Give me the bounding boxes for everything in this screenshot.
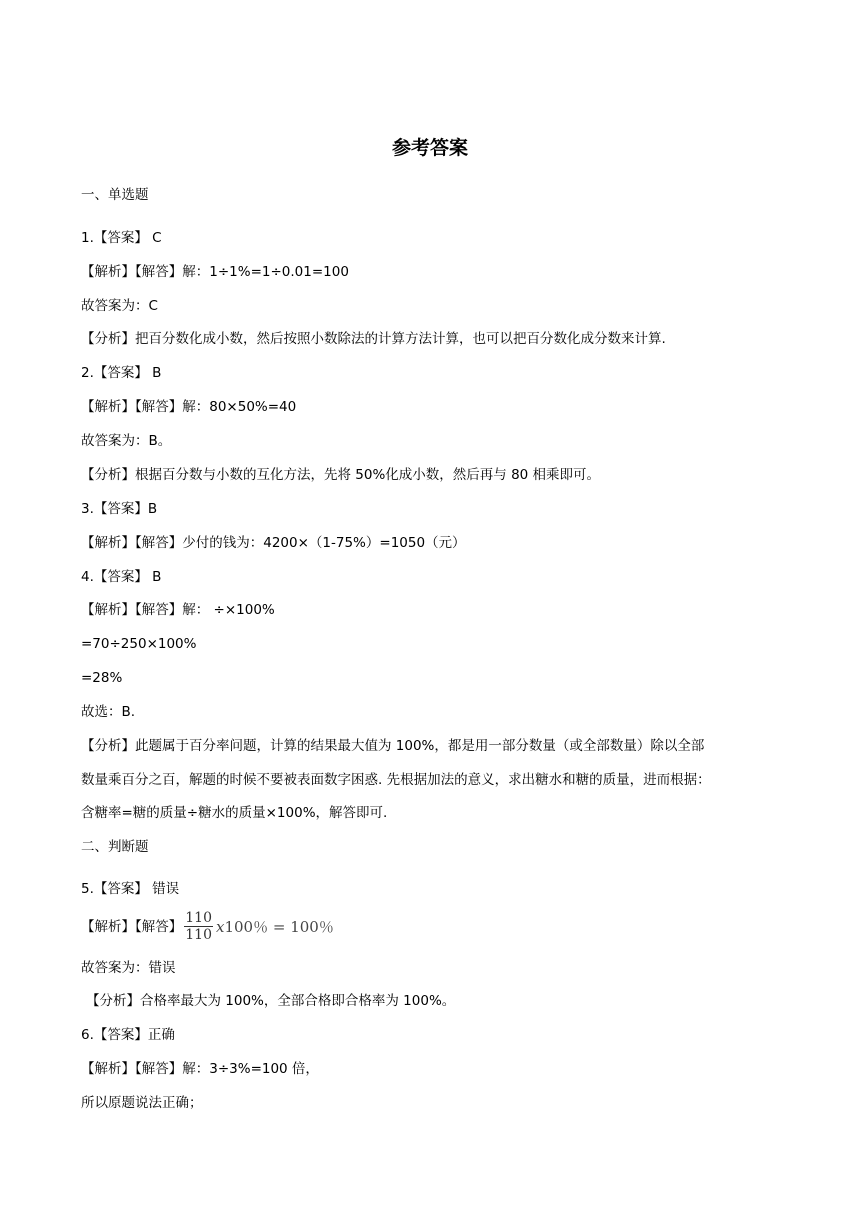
q6-conclusion: 所以原题说法正确； [81, 1095, 203, 1111]
q2-analysis: 【分析】根据百分数与小数的互化方法，先将 50%化成小数，然后再与 80 相乘即可。 [81, 467, 601, 483]
section-heading-true-false: 二、判断题 [81, 839, 149, 855]
q5-result: 故答案为：错误 [81, 960, 176, 976]
q5-answer: 5.【答案】 错误 [81, 881, 180, 897]
q6-explanation: 【解析】【解答】解：3÷3%=100 倍， [81, 1061, 319, 1077]
q4-step-1: =70÷250×100% [81, 636, 197, 652]
q4-analysis-line-3: 含糖率=糖的质量÷糖水的质量×100%，解答即可. [81, 805, 388, 821]
q5-formula-variable: x [215, 917, 225, 936]
q6-answer: 6.【答案】正确 [81, 1027, 175, 1043]
q4-step-2: =28% [81, 670, 123, 686]
q5-fraction-denominator: 110 [185, 927, 212, 943]
q4-choice: 故选：B. [81, 704, 136, 720]
q1-answer: 1.【答案】 C [81, 230, 162, 246]
q5-formula-result: 100％ = 100％ [224, 917, 334, 936]
q5-fraction-numerator: 110 [185, 910, 212, 926]
q5-fraction [184, 911, 213, 942]
q1-explanation: 【解析】【解答】解：1÷1%=1÷0.01=100 [81, 264, 349, 280]
q3-answer: 3.【答案】B [81, 501, 158, 517]
q4-answer: 4.【答案】 B [81, 569, 162, 585]
section-heading-single-choice: 一、单选题 [81, 187, 149, 203]
page-title: 参考答案 [391, 137, 468, 159]
q3-explanation: 【解析】【解答】少付的钱为：4200×（1-75%）=1050（元） [81, 535, 466, 551]
q1-result: 故答案为：C [81, 298, 158, 314]
q2-explanation: 【解析】【解答】解：80×50%=40 [81, 399, 297, 415]
q5-formula-tail [216, 916, 334, 938]
q1-analysis: 【分析】把百分数化成小数，然后按照小数除法的计算方法计算，也可以把百分数化成分数来计算. [81, 331, 666, 347]
q4-analysis-line-2: 数量乘百分之百，解题的时候不要被表面数字困惑. 先根据加法的意义，求出糖水和糖的质量，进而根据： [81, 772, 711, 788]
q2-result: 故答案为：B。 [81, 433, 172, 449]
q5-explanation [81, 911, 334, 942]
q5-formula [184, 911, 334, 942]
q5-analysis: 【分析】合格率最大为 100%，全部合格即合格率为 100%。 [86, 993, 456, 1009]
q5-explanation-label: 【解析】【解答】 [81, 918, 183, 935]
q4-analysis-line-1: 【分析】此题属于百分率问题，计算的结果最大值为 100%，都是用一部分数量（或全部数量）除以全部 [81, 738, 705, 754]
q2-answer: 2.【答案】 B [81, 365, 162, 381]
q4-explanation: 【解析】【解答】解： ÷×100% [81, 602, 275, 618]
